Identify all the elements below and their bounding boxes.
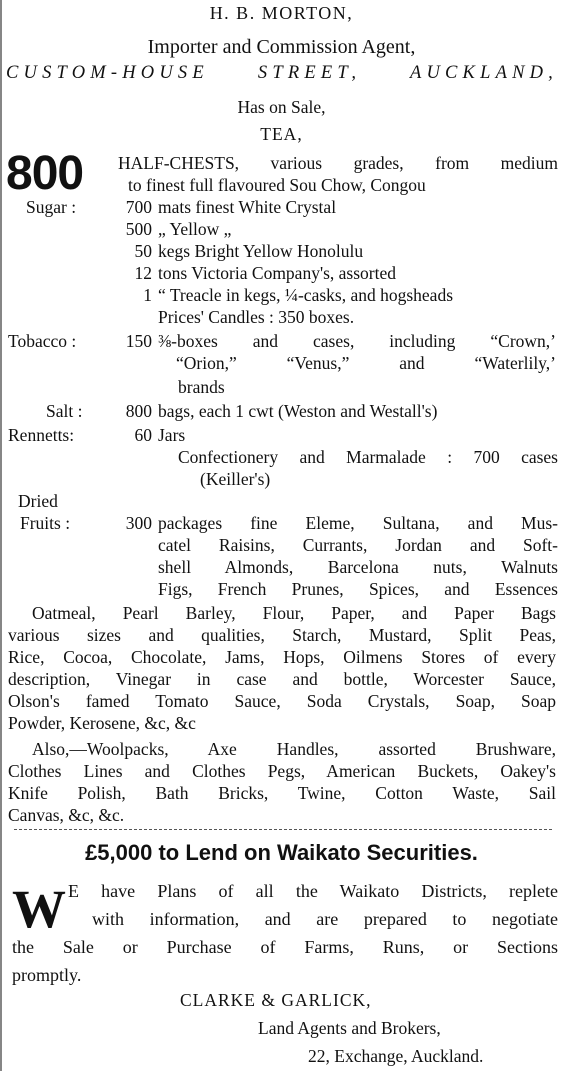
merchant-address: CUSTOM-HOUSE STREET, AUCKLAND, [6,63,558,83]
paragraph-line: various sizes and qualities, Starch, Mustard, Split Peas, [8,625,556,645]
item-description: ⅜-boxes and cases, including “Crown,’ [158,331,556,351]
item-description: tons Victoria Company's, assorted [158,263,397,283]
item-quantity: 800 [125,401,152,421]
item-quantity: 1 [143,285,152,305]
item-description: “ Treacle in kegs, ¼-casks, and hogsheads [158,285,454,305]
drop-cap-letter: W [12,879,66,939]
item-quantity: 60 [134,425,152,445]
item-description: kegs Bright Yellow Honolulu [158,241,364,261]
item-description: packages fine Eleme, Sultana, and Mus- [158,513,558,533]
item-description: “Orion,” “Venus,” and “Waterlily,’ [176,353,556,373]
left-column-rule [0,0,2,1071]
paragraph-line: Canvas, &c, &c. [8,805,125,825]
item-label: Rennetts: [8,425,75,445]
tea-heading: TEA, [260,124,303,144]
item-description: mats finest White Crystal [158,197,337,217]
item-description: (Keiller's) [200,469,271,489]
item-quantity: 500 [125,219,152,239]
firm-address: 22, Exchange, Auckland. [308,1046,484,1066]
item-description: „ Yellow „ [158,219,232,239]
has-on-sale: Has on Sale, [237,97,326,117]
paragraph-line: Knife Polish, Bath Bricks, Twine, Cotton Waste, Sail [8,783,556,803]
paragraph-line: Olson's famed Tomato Sauce, Soda Crystals, Soap, Soap [8,691,556,711]
item-quantity: 300 [125,513,152,533]
item-label: Dried [18,491,58,511]
paragraph-line: Also,—Woolpacks, Axe Handles, assorted Brushware, [32,739,556,759]
item-label: Fruits : [20,513,71,533]
item-quantity: 12 [134,263,152,283]
item-quantity: 50 [134,241,152,261]
loan-paragraph-line: E have Plans of all the Waikato Districts, replete [68,881,558,901]
merchant-occupation: Importer and Commission Agent, [147,36,416,58]
tea-line-2: to finest full flavoured Sou Chow, Congou [128,175,426,195]
item-description: brands [178,377,225,397]
firm-role: Land Agents and Brokers, [258,1018,441,1038]
loan-paragraph-line: the Sale or Purchase of Farms, Runs, or Sections [12,937,558,957]
item-label: Salt : [46,401,83,421]
item-description: bags, each 1 cwt (Weston and Westall's) [158,401,438,421]
loan-paragraph-line: promptly. [12,965,82,985]
item-description: shell Almonds, Barcelona nuts, Walnuts [158,557,558,577]
item-label: Tobacco : [8,331,77,351]
paragraph-line: Clothes Lines and Clothes Pegs, American Buckets, Oakey's [8,761,556,781]
item-description: catel Raisins, Currants, Jordan and Soft- [158,535,558,555]
item-quantity: 150 [125,331,152,351]
loan-heading: £5,000 to Lend on Waikato Securities. [85,840,478,865]
item-quantity: 700 [125,197,152,217]
item-label: Sugar : [26,197,77,217]
item-description: Prices' Candles : 350 boxes. [158,307,355,327]
firm-name: CLARKE & GARLICK, [180,990,372,1010]
paragraph-line: Rice, Cocoa, Chocolate, Jams, Hops, Oilmens Stores of every [8,647,556,667]
paragraph-line: description, Vinegar in case and bottle, Worcester Sauce, [8,669,556,689]
item-description: Confectionery and Marmalade : 700 cases [178,447,558,467]
merchant-name: H. B. MORTON, [209,3,354,23]
tea-line-1: HALF-CHESTS, various grades, from medium [118,153,558,173]
paragraph-line: Powder, Kerosene, &c, &c [8,713,196,733]
tea-quantity: 800 [6,147,84,200]
item-description: Jars [158,425,186,445]
item-description: Figs, French Prunes, Spices, and Essences [158,579,558,599]
loan-paragraph-line: with information, and are prepared to negotiate [92,909,558,929]
section-divider [14,829,552,830]
paragraph-line: Oatmeal, Pearl Barley, Flour, Paper, and Paper Bags [32,603,556,623]
